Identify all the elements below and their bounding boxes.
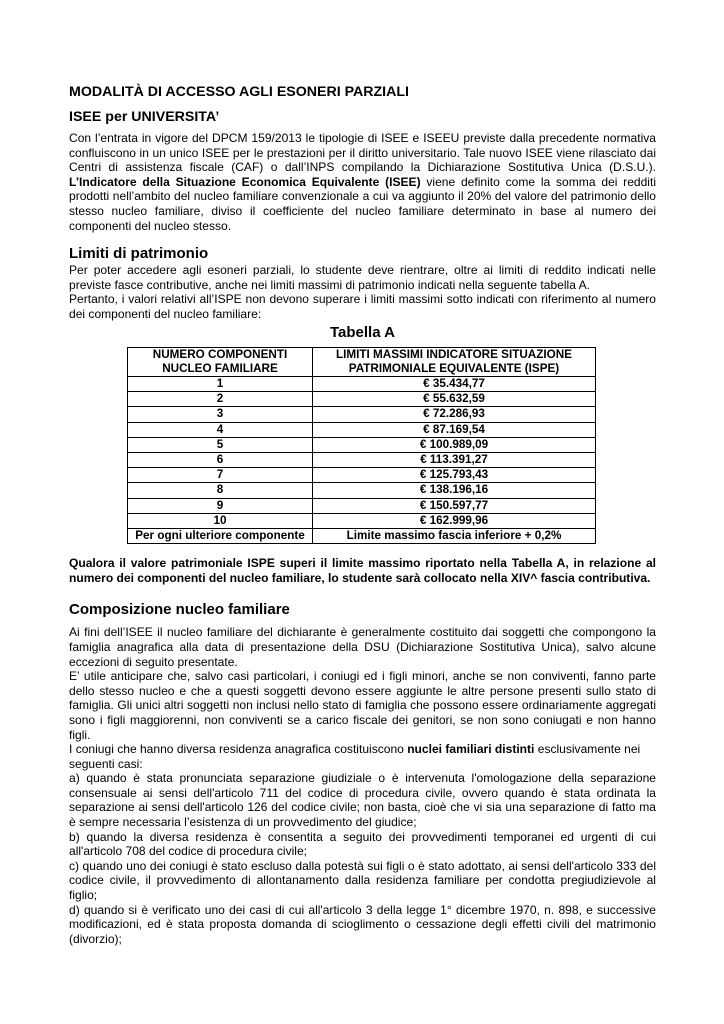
table-row — [128, 513, 596, 528]
case-b: b) quando la diversa residenza è consentita a seguito dei provvedimenti temporanei ed urgenti di cui all'articolo 708 del codice di procedura civile; — [69, 829, 656, 859]
cell-limite: € 87.169,54 — [313, 422, 596, 437]
p3-text-c: esclusivamente nei seguenti casi: — [69, 742, 641, 771]
cell-componenti: 8 — [128, 483, 313, 498]
cell-limite: € 150.597,77 — [313, 498, 596, 513]
cell-componenti: 1 — [128, 376, 313, 391]
ispe-limits-table — [127, 347, 596, 545]
page-heading: MODALITÀ DI ACCESSO AGLI ESONERI PARZIALI — [69, 84, 409, 100]
cell-componenti: 2 — [128, 392, 313, 407]
cell-componenti: 9 — [128, 498, 313, 513]
composizione-paragraph-3 — [69, 742, 656, 771]
limiti-paragraph-2: Pertanto, i valori relativi all’ISPE non devono superare i limiti massimi sotto indicati con riferimento al numero dei componenti del nucleo familiare: — [69, 292, 656, 321]
cell-limite: Limite massimo fascia inferiore + 0,2% — [313, 528, 596, 543]
table-row — [128, 528, 596, 543]
table-row — [128, 468, 596, 483]
cell-componenti: 4 — [128, 422, 313, 437]
table-row — [128, 392, 596, 407]
table-row — [128, 452, 596, 467]
table-header-col2: LIMITI MASSIMI INDICATORE SITUAZIONE PATRIMONIALE EQUIVALENTE (ISPE) — [313, 347, 596, 376]
limiti-paragraph-1: Per poter accedere agli esoneri parziali, lo studente deve rientrare, oltre ai limiti di reddito indicati nelle previste fasce contributive, anche nei limiti massimi di patrimonio indicati nella seguente tabella A. — [69, 263, 656, 292]
table-row — [128, 483, 596, 498]
isee-subheading: ISEE per UNIVERSITA’ — [69, 109, 220, 125]
cell-limite: € 100.989,09 — [313, 437, 596, 452]
table-header-col1: NUMERO COMPONENTI NUCLEO FAMILIARE — [128, 347, 313, 376]
composizione-title: Composizione nucleo familiare — [69, 601, 290, 619]
composizione-paragraph-2: E’ utile anticipare che, salvo casi particolari, i coniugi ed i figli minori, anche se non conviventi, fanno parte dello stesso nucleo e che a questi soggetti devono essere aggiunte le altre persone presenti sullo stato di famiglia. Gli unici altri soggetti non inclusi nello stato di famiglia che possono essere ordinariamente aggregati sono i figli maggiorenni, non conviventi se a carico fiscale dei genitori, se non sono coniugati e non hanno figli. — [69, 669, 656, 742]
intro-text-1: Con l’entrata in vigore del DPCM 159/2013 le tipologie di ISEE e ISEEU previste dalla precedente normativa confluiscono in un unico ISEE per le prestazioni per il diritto universitario. Tale nuovo ISEE viene rilasciato dai Centri di assistenza fiscale (CAF) o dall’INPS compilando la Dichiarazione Sostitutiva Unica (D.S.U.). — [69, 131, 656, 175]
cell-componenti: 7 — [128, 468, 313, 483]
cell-componenti: Per ogni ulteriore componente — [128, 528, 313, 543]
cell-limite: € 162.999,96 — [313, 513, 596, 528]
p3-bold: nuclei familiari distinti — [407, 742, 535, 757]
cell-limite: € 113.391,27 — [313, 452, 596, 467]
cell-limite: € 72.286,93 — [313, 407, 596, 422]
cell-componenti: 3 — [128, 407, 313, 422]
table-row — [128, 498, 596, 513]
table-row — [128, 437, 596, 452]
case-c: c) quando uno dei coniugi è stato escluso dalla potestà sui figli o è stato adottato, ai sensi dell'articolo 333 del codice civile, il provvedimento di allontanamento dalla residenza familiare per condotta pregiudizievole al figlio; — [69, 858, 656, 903]
table-row — [128, 376, 596, 391]
limiti-title: Limiti di patrimonio — [69, 245, 209, 263]
cell-componenti: 5 — [128, 437, 313, 452]
ispe-note: Qualora il valore patrimoniale ISPE superi il limite massimo riportato nella Tabella A, in relazione al numero dei componenti del nucleo familiare, lo studente sarà collocato nella XIV^ fascia contributiva. — [69, 556, 656, 585]
table-row — [128, 422, 596, 437]
intro-paragraph — [69, 131, 656, 233]
table-row — [128, 407, 596, 422]
intro-bold-term: L’Indicatore della Situazione Economica Equivalente (ISEE) — [69, 174, 421, 189]
cell-limite: € 35.434,77 — [313, 376, 596, 391]
cell-componenti: 10 — [128, 513, 313, 528]
intro-text-2: viene definito come la somma dei redditi prodotti nell’ambito del nucleo familiare convenzionale a cui va aggiunto il 20% del valore del patrimonio dello stesso nucleo familiare, diviso il coefficiente del nucleo familiare determinato in base al numero dei componenti del nucleo stesso. — [69, 174, 656, 233]
case-a: a) quando è stata pronunciata separazione giudiziale o è intervenuta l'omologazione della separazione consensuale ai sensi dell'articolo 711 del codice di procedura civile, ovvero quando è stata ordinata la separazione ai sensi dell'articolo 126 del codice civile; non basta, cioè che vi sia una separazione di fatto ma è sempre necessaria l’esistenza di un provvedimento del giudice; — [69, 771, 656, 830]
composizione-paragraph-1: Ai fini dell’ISEE il nucleo familiare del dichiarante è generalmente costituito dai soggetti che compongono la famiglia anagrafica alla data di presentazione della DSU (Dichiarazione Sostitutiva Unica), salvo alcune eccezioni di seguito presentate. — [69, 625, 656, 669]
p3-text-a: I coniugi che hanno diversa residenza anagrafica costituiscono — [69, 742, 408, 757]
cell-componenti: 6 — [128, 452, 313, 467]
document-page — [69, 84, 656, 946]
cell-limite: € 138.196,16 — [313, 483, 596, 498]
case-d: d) quando si è verificato uno dei casi di cui all'articolo 3 della legge 1° dicembre 1970, n. 898, e successive modificazioni, ed è stata proposta domanda di scioglimento o cessazione degli effetti civili del matrimonio (divorzio); — [69, 902, 656, 946]
cell-limite: € 55.632,59 — [313, 392, 596, 407]
cell-limite: € 125.793,43 — [313, 468, 596, 483]
table-title: Tabella A — [329, 323, 396, 341]
table-header-row — [128, 347, 596, 376]
